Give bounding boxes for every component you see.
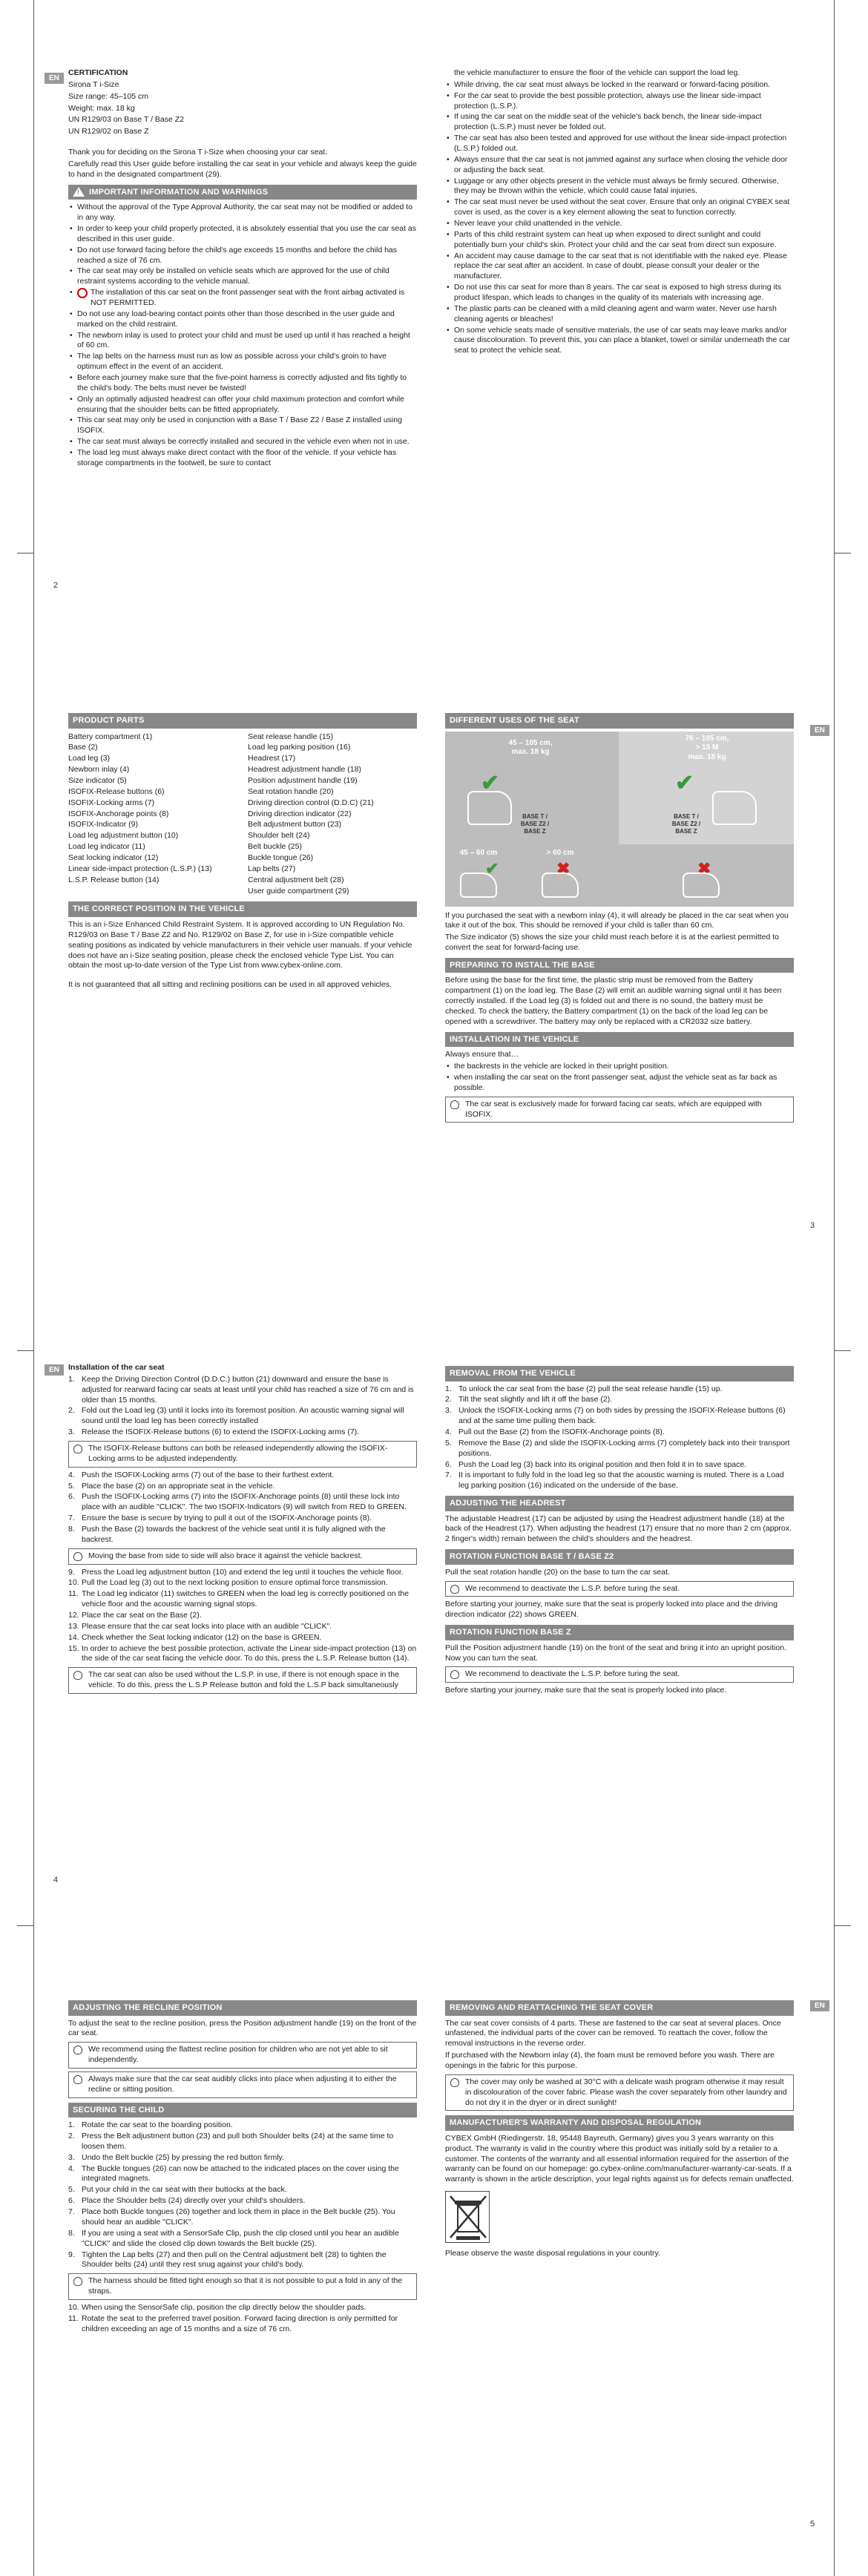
page-4-right-column: [445, 1361, 794, 1698]
list-item: 1. Rotate the car seat to the boarding position.: [68, 2120, 233, 2130]
rotation-base-t-after: Before starting your journey, make sure that the seat is properly locked into place and the driving direction indicator (22) shows GREEN.: [445, 1600, 778, 1620]
warnings-list-continued: [445, 80, 794, 356]
list-item: 9. Tighten the Lap belts (27) and then pull on the Central adjustment belt (28) to tighten the Shoulder belts (24) until they rest snug against your child's body.: [68, 2250, 387, 2270]
list-item: Headrest (17): [248, 754, 296, 763]
seat-cover-text-2: If purchased with the Newborn inlay (4), the foam must be removed before you wash. There are openings in the fabric for this purpose.: [445, 2051, 775, 2070]
list-item: 8. If you are using a seat with a SensorSafe Clip, push the clip closed until you hear an audible "CLICK" and slide the closed clip down towards the Belt buckle (25).: [68, 2228, 399, 2248]
newborn-inlay-illustration: [542, 873, 579, 898]
warnings-list: [68, 203, 417, 468]
list-item: ISOFIX-Anchorage points (8): [68, 809, 169, 818]
page-number: 3: [810, 1221, 815, 1230]
list-item: Linear side-impact protection (L.S.P.) (13): [68, 864, 212, 873]
list-item: 5. Put your child in the car seat with their buttocks at the back.: [68, 2185, 287, 2195]
newborn-inlay-illustration: [683, 873, 720, 898]
certification-title: CERTIFICATION: [68, 68, 128, 77]
cert-line: UN R129/03 on Base T / Base Z2: [68, 115, 185, 125]
uses-header: DIFFERENT USES OF THE SEAT: [445, 713, 794, 729]
list-item: • The car seat must always be correctly installed and secured in the vehicle even when not in use.: [68, 437, 417, 447]
crop-mark: [17, 1350, 33, 1351]
page-3: [68, 709, 825, 1243]
list-item: • Do not use this car seat for more than 8 years. The car seat is exposed to high stress during its product lifespan, which leads to changes in the quality of its materials with increasing age.: [445, 283, 794, 303]
thanks-text: Thank you for deciding on the Sirona T i-Size when choosing your car seat.: [68, 148, 328, 157]
list-item: • The plastic parts can be cleaned with a mild cleaning agent and warm water. Never use harsh cleaning agents or bleaches!: [445, 304, 794, 325]
lightbulb-icon: [73, 1552, 82, 1561]
list-item: • In order to keep your child properly protected, it is absolutely essential that you use the car seat as described in this user guide.: [68, 224, 417, 245]
list-item: • Only an optimally adjusted headrest can offer your child maximum protection and comfort while ensuring that the shoulder belts can be fitted appropriately.: [68, 395, 417, 415]
rotation-base-z-text: Pull the Position adjustment handle (19) on the front of the seat and bring it into an upright position. Now you can turn the seat.: [445, 1643, 786, 1663]
warning-continuation: the vehicle manufacturer to ensure the floor of the vehicle can support the load leg.: [454, 68, 740, 77]
list-item: Position adjustment handle (19): [248, 775, 358, 785]
airbag-warning-text: The installation of this car seat on the front passenger seat with the front airbag activated is NOT PERMITTED.: [91, 288, 405, 307]
list-item: 5. Place the base (2) on an appropriate seat in the vehicle.: [68, 1481, 275, 1491]
seat-cover-text-1: The car seat cover consists of 4 parts. These are fastened to the car seat at several places. Once unfastened, the individual parts of the cover can be removed. To reattach the cover, follow the removal instructions in the reverse order.: [445, 2018, 781, 2048]
warning-icon: [73, 187, 85, 197]
list-item: 10. When using the SensorSafe clip, position the clip directly below the shoulder pads.: [68, 2302, 366, 2312]
list-item: • Never leave your child unattended in the vehicle.: [445, 219, 794, 229]
forward-facing-range: 76 – 105 cm, > 15 M max. 18 kg: [685, 734, 729, 761]
lightbulb-icon: [73, 2277, 82, 2286]
uses-text-size-indicator: The Size indicator (5) shows the size your child must reach before it is at the earliest permitted to convert the seat for forward-facing use.: [445, 933, 779, 953]
isofix-release-note: The ISOFIX-Release buttons can both be released independently allowing the ISOFIX-Locking arms to be adjusted independently.: [68, 1441, 417, 1468]
list-item: Seat locking indicator (12): [68, 852, 159, 862]
installation-header: INSTALLATION IN THE VEHICLE: [445, 1032, 794, 1048]
page-5-right-column: [445, 1996, 794, 2261]
rotation-base-t-header: ROTATION FUNCTION BASE T / BASE Z2: [445, 1549, 794, 1565]
crop-line-right: [834, 0, 835, 2576]
installation-steps-3: [68, 1568, 417, 1665]
list-item: 15. In order to achieve the best possible protection, activate the Linear side-impact protection (13) on the side of the car seat facing the vehicle door. To do this, press the L.S.P. Release button (14).: [68, 1643, 417, 1663]
list-item: Shoulder belt (24): [248, 831, 310, 841]
warranty-text: CYBEX GmbH (Riedingerstr. 18, 95448 Bayreuth, Germany) gives you 3 years warranty on this product. The warranty is valid in the country where this product was initially sold by a retailer to a customer. The contents of the warranty and all essential information required for the assertion of the warranty can be found on our homepage: go.cybex-online.com/manufacturer-warranty-car-seats. If a warranty is shown in the article description, your legal rights against us for defects remain unaffected.: [445, 2133, 794, 2184]
seat-cover-header: REMOVING AND REATTACHING THE SEAT COVER: [445, 2000, 794, 2016]
inlay-size-b: > 60 cm: [546, 848, 574, 857]
list-item: 6. Push the Load leg (3) back into its original position and then fold it in to save space.: [445, 1459, 747, 1469]
cert-line: Sirona T i-Size: [68, 79, 119, 89]
list-item: • Without the approval of the Type Approval Authority, the car seat may not be modified or added to in any way.: [68, 203, 417, 223]
newborn-inlay-illustration: [460, 873, 497, 898]
list-item: Belt adjustment button (23): [248, 820, 342, 829]
list-item: Base (2): [68, 743, 98, 752]
securing-header: SECURING THE CHILD: [68, 2103, 417, 2118]
list-item: 14. Check whether the Seat locking indicator (12) on the base is GREEN.: [68, 1632, 322, 1642]
crop-mark: [835, 1350, 851, 1351]
cross-icon: ✖: [556, 858, 571, 878]
list-item: Central adjustment belt (28): [248, 875, 344, 884]
list-item: Load leg indicator (11): [68, 842, 145, 852]
list-item: 11. Rotate the seat to the preferred travel position. Forward facing direction is only permitted for children exceeding an age of 15 months and a size of 76 cm.: [68, 2313, 398, 2333]
list-item: Seat rotation handle (20): [248, 786, 334, 796]
list-item: • Luggage or any other objects present in the vehicle must always be firmly secured. Otherwise, they may be thrown within the vehicle, which could cause fatal injuries.: [445, 177, 794, 197]
cert-line: UN R129/02 on Base Z: [68, 127, 149, 137]
list-item: Headrest adjustment handle (18): [248, 765, 361, 775]
list-item: Seat release handle (15): [248, 732, 333, 741]
list-item: Driving direction control (D.D.C) (21): [248, 798, 374, 807]
list-item: ISOFIX-Locking arms (7): [68, 798, 155, 807]
rotation-base-z-after: Before starting your journey, make sure that the seat is properly locked into place.: [445, 1686, 727, 1695]
check-icon: ✔: [675, 770, 694, 795]
harness-note: The harness should be fitted tight enough so that it is not possible to put a fold in any of the straps.: [68, 2273, 417, 2300]
securing-steps-2: [68, 2303, 417, 2335]
list-item: 6. Push the ISOFIX-Locking arms (7) into the ISOFIX-Anchorage points (8) until these lock into place with an audible "CLICK". The two ISOFIX-Indicators (9) will switch from RED to GREEN.: [68, 1492, 407, 1512]
check-icon: ✔: [485, 858, 499, 878]
list-item: 11. The Load leg indicator (11) switches to GREEN when the load leg is correctly positioned on the vehicle floor and the acoustic warning signal stops.: [68, 1589, 410, 1609]
rotation-base-z-header: ROTATION FUNCTION BASE Z: [445, 1625, 794, 1640]
list-item: Driving direction indicator (22): [248, 809, 352, 818]
language-tag: EN: [810, 725, 829, 736]
prepare-base-header: PREPARING TO INSTALL THE BASE: [445, 958, 794, 973]
lightbulb-icon: [450, 1585, 459, 1594]
lightbulb-icon: [450, 2078, 459, 2087]
installation-subtitle: Installation of the car seat: [68, 1363, 165, 1372]
list-item: Load leg parking position (16): [248, 743, 351, 752]
list-item: • The newborn inlay is used to protect your child and must be used up until it has reached a height of 60 cm.: [68, 331, 417, 352]
list-item: Battery compartment (1): [68, 732, 153, 741]
warranty-header: MANUFACTURER'S WARRANTY AND DISPOSAL REGULATION: [445, 2115, 794, 2131]
product-parts-header: PRODUCT PARTS: [68, 713, 417, 729]
list-item: • Before each journey make sure that the five-point harness is correctly adjusted and fits tightly to the child's body. The belts must never be twisted!: [68, 373, 417, 394]
page-3-right-column: [445, 709, 794, 1126]
seat-uses-figure: [445, 732, 794, 907]
list-item: 2. Tilt the seat slightly and lift it off the base (2).: [445, 1395, 613, 1404]
list-item: • Always ensure that the car seat is not jammed against any surface when closing the vehicle door or adjusting the back seat.: [445, 155, 794, 176]
rear-facing-seat-illustration: [467, 791, 512, 825]
installation-steps: [68, 1375, 417, 1438]
wash-note: The cover may only be washed at 30°C with a delicate wash program otherwise it may result in discolouration of the cover fabric. Please wash the cover separately from other laundry and do not dry it in the dryer or in direct sunlight!: [445, 2074, 794, 2112]
list-item: • The lap belts on the harness must run as low as possible across your child's groin to have optimum effect in the event of an accident.: [68, 352, 417, 372]
list-item: • Do not use forward facing before the child's age exceeds 15 months and before the child has reached a size of 76 cm.: [68, 246, 417, 266]
installation-steps-2: [68, 1471, 417, 1545]
list-item: 3. Unlock the ISOFIX-Locking arms (7) on both sides by pressing the ISOFIX-Release buttons (6) and at the same time pulling them back.: [445, 1406, 786, 1426]
lightbulb-icon: [73, 1445, 82, 1453]
list-item: Lap belts (27): [248, 864, 296, 873]
disposal-text: Please observe the waste disposal regulations in your country.: [445, 2249, 660, 2258]
list-item: 7. Place both Buckle tongues (26) together and lock them in place in the Belt buckle (25). You should hear an audible "CLICK".: [68, 2207, 395, 2227]
list-item: • The car seat may only be installed on vehicle seats which are approved for the use of child restraint systems according to the vehicle manual.: [68, 266, 417, 287]
headrest-header: ADJUSTING THE HEADREST: [445, 1496, 794, 1511]
forward-facing-seat-illustration: [712, 791, 757, 825]
page-number: 2: [53, 581, 59, 590]
removal-header: REMOVAL FROM THE VEHICLE: [445, 1366, 794, 1381]
rotation-base-t-note: We recommend to deactivate the L.S.P. before turing the seat.: [445, 1581, 794, 1597]
language-tag: EN: [45, 73, 64, 84]
list-item: 13. Please ensure that the car seat locks into place with an audible "CLICK".: [68, 1621, 332, 1631]
list-item: • Do not use any load-bearing contact points other than those described in the user guide and marked on the child restraint.: [68, 309, 417, 330]
no-airbag-icon: [77, 288, 88, 298]
list-item: Load leg (3): [68, 754, 111, 763]
prepare-base-text: Before using the base for the first time, the plastic strip must be removed from the Battery compartment (1) on the load leg. The Base (2) will emit an audible warning signal until it has been correctly installed. If the Load leg (3) is folded out and there is no sound, the battery must be checked. To check the battery, the Battery compartment (1) on the back of the load leg can be opened with a screwdriver. The battery may only be replaced with a CR2032 size battery.: [445, 976, 782, 1026]
crop-line-left: [33, 0, 34, 2576]
recline-text: To adjust the seat to the recline position, press the Position adjustment handle (19) on the front of the car seat.: [68, 2018, 417, 2038]
recline-note-1: We recommend using the flattest recline position for children who are not yet able to sit independently.: [68, 2042, 417, 2069]
language-tag: EN: [45, 1364, 64, 1376]
rear-facing-range: 45 – 105 cm, max. 18 kg: [508, 738, 553, 757]
lightbulb-icon: [73, 2046, 82, 2054]
list-item: 4. The Buckle tongues (26) can now be attached to the indicated places on the cover using the integrated magnets.: [68, 2163, 399, 2184]
list-item: Newborn inlay (4): [68, 765, 130, 775]
page-4-left-column: [68, 1361, 417, 1697]
page-2-right-column: [445, 67, 794, 357]
list-item: Load leg adjustment button (10): [68, 831, 179, 841]
page-5-left-column: [68, 1996, 417, 2336]
list-item: 4. Pull out the Base (2) from the ISOFIX-Anchorage points (8).: [445, 1427, 665, 1436]
list-item: • the backrests in the vehicle are locked in their upright position.: [445, 1062, 794, 1072]
list-item: L.S.P. Release button (14): [68, 875, 160, 884]
always-ensure-list: [445, 1062, 794, 1094]
headrest-text: The adjustable Headrest (17) can be adjusted by using the Headrest adjustment handle (18) at the back of the Headrest (17). When adjusting the headrest (17) ensure that no more than 2 cm (approx. 2 finger's width) remain between the child's shoulders and the headrest.: [445, 1514, 792, 1544]
list-item: 9. Press the Load leg adjustment button (10) and extend the leg until it touches the vehicle floor.: [68, 1567, 404, 1577]
product-parts-list: [68, 732, 417, 898]
rotation-base-z-note: We recommend to deactivate the L.S.P. before turing the seat.: [445, 1666, 794, 1683]
page-3-left-column: [68, 709, 417, 992]
uses-text-inlay: If you purchased the seat with a newborn inlay (4), it will already be placed in the car seat when you take it out of the box. This should be removed if your child is taller than 60 cm.: [445, 910, 789, 930]
list-item: • An accident may cause damage to the car seat that is not identifiable with the naked eye. Please replace the car seat after an accident. In case of doubt, please consult your dealer or the manufacturer.: [445, 252, 794, 283]
list-item: • For the car seat to provide the best possible protection, always use the linear side-impact protection (L.S.P.).: [445, 91, 794, 112]
read-guide-text: Carefully read this User guide before installing the car seat in your vehicle and always keep the guide to hand in the designated compartment (29).: [68, 160, 417, 179]
list-item: • While driving, the car seat must always be locked in the rearward or forward-facing position.: [445, 80, 794, 91]
list-item: • Parts of this child restraint system can heat up when exposed to direct sunlight and could potentially burn your child's skin. Protect your child and the car seat from direct sun exposure.: [445, 230, 794, 251]
page-number: 5: [810, 2520, 815, 2529]
rotation-base-t-text: Pull the seat rotation handle (20) on the base to turn the car seat.: [445, 1567, 670, 1577]
list-item: 1. Keep the Driving Direction Control (D.D.C.) button (21) downward and ensure the base is adjusted for rearward facing car seats at least until your child has reached a size of 76 cm and is older than 15 months.: [68, 1374, 414, 1404]
lightbulb-icon: [450, 1100, 459, 1109]
page-2: [49, 67, 800, 590]
check-icon: ✔: [481, 770, 500, 795]
page-4: [49, 1361, 800, 1896]
warnings-title: IMPORTANT INFORMATION AND WARNINGS: [89, 187, 269, 197]
list-item: 3. Release the ISOFIX-Release buttons (6) to extend the ISOFIX-Locking arms (7).: [68, 1427, 360, 1437]
list-item: User guide compartment (29): [248, 886, 349, 896]
list-item: 10. Pull the Load leg (3) out to the next locking position to ensure optimal force transmission.: [68, 1578, 388, 1588]
securing-steps: [68, 2120, 417, 2270]
list-item: ISOFIX-Indicator (9): [68, 820, 138, 829]
list-item: 7. It is important to fully fold in the load leg so that the acoustic warning is muted. There is a Load leg parking position (16) indicated on the underside of the base.: [445, 1471, 784, 1491]
cert-line: Weight: max. 18 kg: [68, 103, 135, 113]
list-item: Buckle tongue (26): [248, 852, 314, 862]
removal-steps: [445, 1384, 794, 1492]
list-item: • The load leg must always make direct contact with the floor of the vehicle. If your vehicle has storage compartments in the footwell, be sure to contact: [68, 448, 417, 469]
list-item: • The car seat has also been tested and approved for use without the linear side-impact protection (L.S.P.) folded out.: [445, 134, 794, 154]
list-item: 6. Place the Shoulder belts (24) directly over your child's shoulders.: [68, 2196, 306, 2206]
crossed-bin-icon: [445, 2191, 490, 2243]
list-item: 2. Fold out the Load leg (3) until it locks into its foremost position. An acoustic warning signal will sound until the load leg has been correctly installed: [68, 1406, 404, 1426]
lightbulb-icon: [73, 2075, 82, 2084]
list-item: • The car seat must never be used without the seat cover. Ensure that only an original CYBEX seat cover is used, as the cover is a key element allowing the seat to function correctly.: [445, 197, 794, 218]
list-item: Size indicator (5): [68, 775, 127, 785]
list-item: 8. Push the Base (2) towards the backrest of the vehicle seat until it is fully aligned with the backrest.: [68, 1525, 386, 1544]
language-tag: EN: [810, 2000, 829, 2011]
lightbulb-icon: [450, 1670, 459, 1679]
crop-mark: [835, 1925, 851, 1926]
recline-note-2: Always make sure that the car seat audibly clicks into place when adjusting it to either the recline or sitting position.: [68, 2071, 417, 2098]
recline-header: ADJUSTING THE RECLINE POSITION: [68, 2000, 417, 2016]
list-item: ISOFIX-Release buttons (6): [68, 786, 165, 796]
inlay-size-a: 45 – 60 cm: [459, 848, 498, 857]
list-item: • when installing the car seat on the front passenger seat, adjust the vehicle seat as far back as possible.: [445, 1073, 794, 1094]
lightbulb-icon: [73, 1671, 82, 1680]
list-item: 7. Ensure the base is secure by trying to pull it out of the ISOFIX-Anchorage points (8).: [68, 1514, 372, 1523]
list-item: • This car seat may only be used in conjunction with a Base T / Base Z2 / Base Z installed using ISOFIX.: [68, 415, 417, 436]
correct-position-header: THE CORRECT POSITION IN THE VEHICLE: [68, 901, 417, 917]
list-item: [68, 288, 417, 309]
list-item: 12. Place the car seat on the Base (2).: [68, 1611, 202, 1620]
isofix-note: The car seat is exclusively made for forward facing car seats, which are equipped with ISOFIX.: [445, 1097, 794, 1123]
list-item: • If using the car seat on the middle seat of the vehicle's back bench, the linear side-impact protection (L.S.P.) must never be folded out.: [445, 112, 794, 133]
crop-mark: [17, 1925, 33, 1926]
warnings-header: [68, 185, 417, 200]
list-item: 1. To unlock the car seat from the base (2) pull the seat release handle (15) up.: [445, 1384, 723, 1393]
lsp-note: The car seat can also be used without the L.S.P. in use, if there is not enough space in the vehicle. To do this, press the L.S.P Release button and fold the L.S.P back simultaneously: [68, 1667, 417, 1694]
cross-icon: ✖: [697, 858, 711, 878]
cert-line: Size range: 45–105 cm: [68, 91, 148, 101]
not-guaranteed-text: It is not guaranteed that all sitting and reclining positions can be used in all approved vehicles.: [68, 980, 392, 990]
brace-base-note: Moving the base from side to side will also brace it against the vehicle backrest.: [68, 1548, 417, 1565]
correct-position-text: This is an i-Size Enhanced Child Restraint System. It is approved according to UN Regulation No. R129/03 on Base T / Base Z2 and No. R129/02 on Base Z, for use in i-Size compatible vehicle seating positions as indicated by vehicle manufacturers in their vehicle user manuals. If your vehicle does not have an i-Size seating position, please check the enclosed vehicle Type List. You can obtain the most up-to-date version of the Type List from www.cybex-online.com.: [68, 919, 412, 970]
list-item: 2. Press the Belt adjustment button (23) and pull both Shoulder belts (24) at the same time to loosen them.: [68, 2132, 394, 2151]
always-ensure-text: Always ensure that…: [445, 1050, 519, 1059]
base-label: BASE T / BASE Z2 / BASE Z: [671, 812, 701, 835]
list-item: • On some vehicle seats made of sensitive materials, the use of car seats may leave marks and/or cause discolouration. To prevent this, you can place a blanket, towel or similar underneath the car seat to protect the vehicle seat.: [445, 326, 794, 357]
list-item: 5. Remove the Base (2) and slide the ISOFIX-Locking arms (7) completely back into their transport positions.: [445, 1438, 790, 1458]
list-item: 3. Undo the Belt buckle (25) by pressing the red button firmly.: [68, 2152, 284, 2162]
page-number: 4: [53, 1876, 59, 1885]
base-label: BASE T / BASE Z2 / BASE Z: [520, 812, 550, 835]
list-item: 4. Push the ISOFIX-Locking arms (7) out of the base to their furthest extent.: [68, 1470, 335, 1479]
list-item: Belt buckle (25): [248, 842, 302, 852]
page-2-left-column: [68, 67, 417, 470]
page-5: [68, 1996, 825, 2545]
